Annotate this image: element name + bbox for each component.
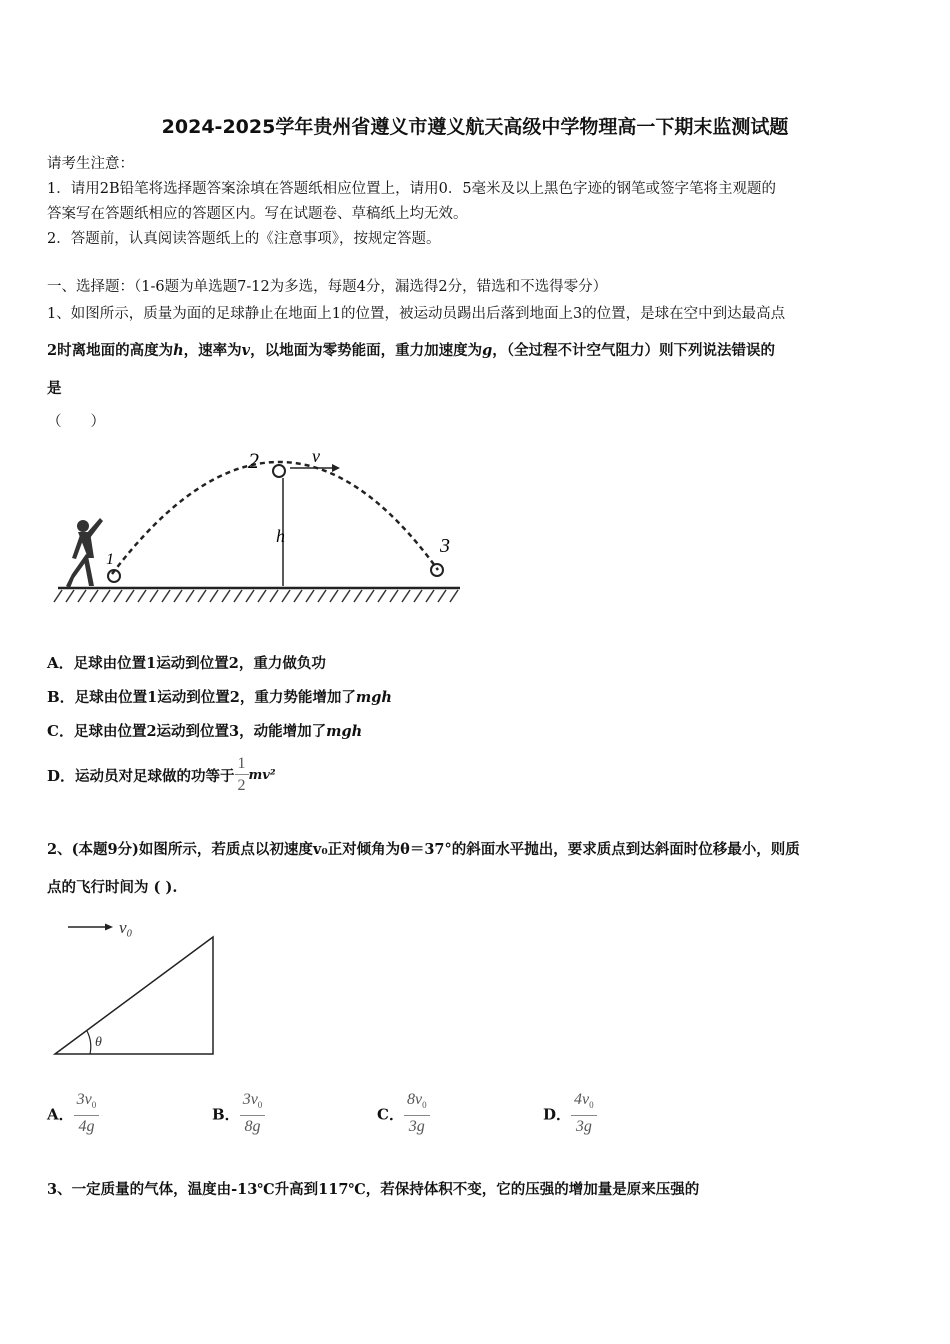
option-letter: D．	[543, 1105, 572, 1124]
q1-line-2	[47, 339, 775, 360]
option-expr: mgh	[355, 689, 392, 706]
numerator-text: 3v	[242, 1091, 258, 1108]
q1-answer-paren: （ ）	[47, 414, 105, 430]
fraction-numerator	[571, 1090, 597, 1116]
fraction-denominator: 3g	[408, 1118, 425, 1136]
numerator-text: 8v	[406, 1091, 423, 1108]
option-expr: mgh	[326, 723, 363, 740]
option-text: 足球由位置1运动到位置2，重力做负功	[73, 655, 326, 672]
label-v0: v₀	[119, 918, 133, 937]
q2-incline-figure	[50, 910, 230, 1060]
fraction-numerator	[404, 1090, 430, 1116]
symbol-g: g	[482, 342, 493, 359]
fraction	[240, 1090, 266, 1138]
option-expr: mv²	[248, 768, 276, 783]
fraction-one-half	[235, 754, 249, 797]
q1-option-c	[47, 720, 362, 741]
player-icon	[66, 518, 103, 588]
q2-option-c	[377, 1090, 430, 1138]
option-text: 运动员对足球做的功等于	[75, 768, 235, 785]
ball-position-2	[273, 465, 285, 477]
label-theta: θ	[95, 1035, 102, 1050]
q2-option-a	[47, 1090, 99, 1138]
q3-line-1: 3、一定质量的气体，温度由-13℃升高到117℃，若保持体积不变，它的压强的增加量是原来压强的	[47, 1181, 700, 1198]
q1-line-3: 是	[47, 380, 62, 397]
q1-line-1: 1、如图所示，质量为面的足球静止在地面上1的位置，被运动员踢出后落到地面上3的位置，是球在空中到达最高点	[47, 306, 786, 322]
option-letter: D．	[47, 767, 76, 785]
q1-option-d	[47, 754, 276, 797]
subscript-zero: 0	[91, 1100, 97, 1111]
q2-option-d	[543, 1090, 597, 1138]
notice-item-1b: 答案写在答题纸相应的答题区内。写在试题卷、草稿纸上均无效。	[47, 206, 468, 222]
q1-text: ，速率为	[183, 342, 242, 359]
label-velocity-v: v	[312, 446, 320, 466]
option-letter: C．	[377, 1105, 404, 1124]
subscript-zero: 0	[257, 1100, 263, 1111]
q1-text: 2时离地面的高度为	[47, 342, 174, 359]
fraction-denominator: 8g	[244, 1118, 261, 1136]
option-letter: B．	[212, 1105, 240, 1124]
option-text: 足球由位置1运动到位置2，重力势能增加了	[74, 689, 356, 706]
notice-item-1a: 1．请用2B铅笔将选择题答案涂填在答题纸相应位置上，请用0．5毫米及以上黑色字迹的钢笔或签字笔将主观题的	[47, 181, 777, 197]
fraction	[404, 1090, 430, 1138]
q1-option-a	[47, 652, 326, 673]
option-letter: A．	[47, 1105, 74, 1124]
fraction-denominator: 4g	[78, 1118, 95, 1136]
subscript-zero: 0	[589, 1100, 594, 1111]
q2-line-1: 2、(本题9分)如图所示，若质点以初速度v₀正对倾角为θ＝37°的斜面水平抛出，要求质点到达斜面时位移最小，则质	[47, 841, 800, 858]
q2-line-2: 点的飞行时间为 ( ).	[47, 879, 178, 896]
option-letter: C．	[47, 722, 74, 740]
notice-item-2: 2．答题前，认真阅读答题纸上的《注意事项》，按规定答题。	[47, 231, 441, 247]
option-text: 足球由位置2运动到位置3，动能增加了	[73, 723, 327, 740]
section-heading: 一、选择题：（1-6题为单选题7-12为多选，每题4分，漏选得2分，错选和不选得零分）	[47, 279, 608, 295]
fraction-numerator	[74, 1090, 100, 1116]
fraction	[571, 1090, 597, 1138]
fraction-denominator: 3g	[575, 1118, 592, 1136]
q1-text: ，以地面为零势能面，重力加速度为	[250, 342, 483, 359]
label-position-1: 1	[106, 551, 114, 568]
ground-hatching	[54, 590, 458, 602]
option-letter: B．	[47, 688, 75, 706]
q1-trajectory-figure	[50, 440, 470, 610]
label-position-2: 2	[248, 448, 259, 473]
symbol-v: v	[241, 342, 251, 359]
numerator-text: 3v	[76, 1091, 92, 1108]
fraction-denominator: 2	[237, 777, 246, 794]
numerator-text: 4v	[574, 1091, 590, 1108]
q1-option-b	[47, 686, 392, 707]
notice-heading: 请考生注意：	[47, 156, 134, 172]
label-position-3: 3	[440, 535, 450, 557]
q2-option-b	[212, 1090, 265, 1138]
subscript-zero: 0	[422, 1100, 427, 1111]
incline-triangle	[55, 937, 213, 1054]
fraction	[74, 1090, 100, 1138]
page-title: 2024-2025学年贵州省遵义市遵义航天高级中学物理高一下期末监测试题	[161, 116, 789, 138]
option-letter: A．	[47, 654, 74, 672]
q1-text: ，（全过程不计空气阻力）则下列说法错误的	[492, 342, 775, 359]
fraction-numerator: 1	[235, 754, 249, 775]
velocity-arrowhead	[332, 464, 340, 472]
label-height-h: h	[276, 526, 285, 546]
trajectory-curve	[112, 462, 438, 574]
symbol-h: h	[173, 342, 184, 359]
angle-arc	[87, 1031, 91, 1054]
v0-arrowhead	[105, 924, 113, 931]
fraction-numerator	[240, 1090, 266, 1116]
